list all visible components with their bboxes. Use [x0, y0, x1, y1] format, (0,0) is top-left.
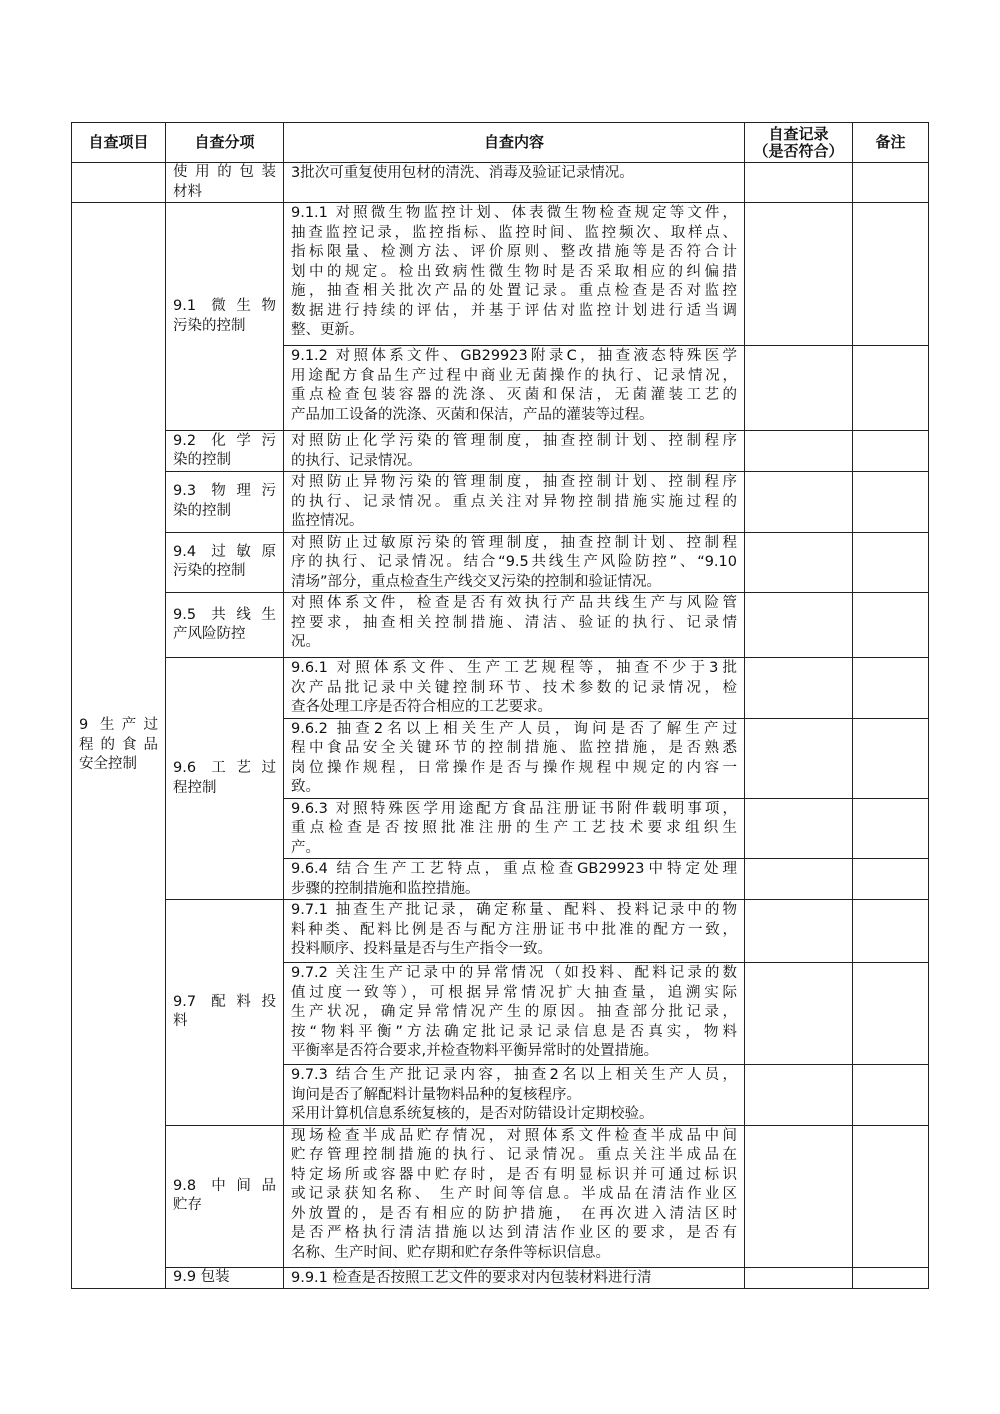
header-record-line: （是否符合） [753, 142, 844, 160]
remark-cell[interactable] [853, 718, 929, 798]
remark-cell[interactable] [853, 859, 929, 900]
text-line: 对照体系文件，检查是否有效执行产品共线生产与风险管 [291, 595, 737, 611]
text-line: 现场检查半成品贮存情况，对照体系文件检查半成品中间 [291, 1127, 737, 1144]
text-line: 9.6.4 结合生产工艺特点，重点检查GB29923中特定处理 [291, 861, 737, 877]
record-cell[interactable] [745, 1065, 853, 1126]
subitem-cell [166, 203, 284, 431]
text-line: 投料顺序、投料量是否与生产指令一致。 [291, 941, 552, 957]
text-line: 料种类、配料比例是否与配方注册证书中批准的配方一致， [291, 921, 737, 938]
text-line: 序的执行、记录情况。结合“9.5共线生产风险防控”、“9.10 [291, 554, 737, 570]
record-cell[interactable] [745, 163, 853, 203]
self-inspection-table [71, 122, 929, 1289]
text-line: 按“物料平衡”方法确定批记录记录信息是否真实，物料 [291, 1023, 737, 1040]
text-line: 询问是否了解配料计量物料品种的复核程序。 [291, 1086, 581, 1103]
text-line: 况。 [291, 634, 320, 650]
text-line: 9 生产过 [79, 717, 158, 734]
text-line: 名称、生产时间、贮存期和贮存条件等标识信息。 [291, 1244, 610, 1261]
text-line: 次产品批记录中关键控制环节、技术参数的记录情况，检 [291, 679, 737, 696]
text-line: 材料 [173, 183, 202, 200]
text-line: 染的控制 [173, 502, 231, 519]
text-line: 产风险防控 [173, 626, 246, 642]
text-line: 9.9.1 检查是否按照工艺文件的要求对内包装材料进行清 [291, 1269, 652, 1286]
text-line: 岗位操作规程，日常操作是否与操作规程中规定的内容一 [291, 759, 737, 776]
content-cell [284, 900, 745, 963]
subitem-cell [166, 472, 284, 533]
text-line: 料 [173, 1013, 188, 1030]
remark-cell[interactable] [853, 593, 929, 658]
content-cell [284, 859, 745, 900]
text-line: 9.1.2 对照体系文件、GB29923附录C，抽查液态特殊医学 [291, 348, 737, 364]
text-line: 外放置的，是否有相应的防护措施， 在再次进入清洁区时 [291, 1205, 737, 1222]
subitem-cell [166, 163, 284, 203]
record-cell[interactable] [745, 346, 853, 431]
text-line: 程中食品安全关键环节的控制措施、监控措施，是否熟悉 [291, 740, 737, 756]
content-cell [284, 203, 745, 346]
text-line: 施，抽查相关批次产品的处置记录。重点检查是否对监控 [291, 283, 737, 299]
table-row [72, 593, 929, 658]
text-line: 产。 [291, 839, 320, 856]
text-line: 划中的规定。检出致病性微生物时是否采取相应的纠偏措 [291, 263, 737, 280]
text-line: 或记录获知名称、 生产时间等信息。半成品在清洁作业区 [291, 1186, 737, 1202]
text-line: 污染的控制 [173, 563, 246, 580]
record-cell[interactable] [745, 532, 853, 593]
text-line: 安全控制 [79, 756, 137, 773]
subitem-cell [166, 900, 284, 1126]
record-cell[interactable] [745, 203, 853, 346]
text-line: 9.6.3 对照特殊医学用途配方食品注册证书附件载明事项， [291, 800, 737, 817]
subitem-cell [166, 1267, 284, 1289]
text-line: 重点检查包装容器的洗涤、灭菌和保洁，无菌灌装工艺的 [291, 387, 737, 403]
subitem-cell [166, 593, 284, 658]
content-cell [284, 593, 745, 658]
content-cell [284, 963, 745, 1065]
header-record [745, 123, 853, 163]
text-line: 查各处理工序是否符合相应的工艺要求。 [291, 699, 552, 715]
text-line: 9.1 微生物 [173, 298, 276, 314]
text-line: 采用计算机信息系统复核的，是否对防错设计定期校验。 [291, 1106, 654, 1122]
text-line: 特定场所或容器中贮存时，是否有明显标识并可通过标识 [291, 1166, 737, 1183]
text-line: 是否严格执行清洁措施以达到清洁作业区的要求，是否有 [291, 1225, 737, 1241]
content-cell [284, 472, 745, 533]
text-line: 用途配方食品生产过程中商业无菌操作的执行、记录情况， [291, 367, 737, 384]
record-cell[interactable] [745, 798, 853, 859]
text-line: 的执行、记录情况。重点关注对异物控制措施实施过程的 [291, 493, 737, 510]
header-row [72, 123, 929, 163]
record-cell[interactable] [745, 658, 853, 719]
header-item: 自查项目 [72, 123, 166, 163]
text-line: 9.6.2 抽查2名以上相关生产人员，询问是否了解生产过 [291, 720, 737, 737]
table-row [72, 163, 929, 203]
text-line: 程的食品 [79, 736, 158, 753]
text-line: 3批次可重复使用包材的清洗、消毒及验证记录情况。 [291, 165, 634, 181]
text-line: 9.7.1 抽查生产批记录，确定称量、配料、投料记录中的物 [291, 902, 737, 918]
text-line: 9.2 化学污 [173, 432, 276, 449]
text-line: 值过度一致等），可根据异常情况扩大抽查量，追溯实际 [291, 984, 737, 1001]
record-cell[interactable] [745, 1125, 853, 1267]
remark-cell[interactable] [853, 431, 929, 472]
subitem-cell [166, 532, 284, 593]
record-cell[interactable] [745, 472, 853, 533]
remark-cell[interactable] [853, 163, 929, 203]
subitem-cell [166, 658, 284, 900]
table-row [72, 1267, 929, 1289]
content-cell [284, 163, 745, 203]
remark-cell[interactable] [853, 963, 929, 1065]
text-line: 对照防止化学污染的管理制度，抽查控制计划、控制程序 [291, 433, 737, 449]
text-line: 9.7 配料投 [173, 993, 276, 1010]
text-line: 抽查监控记录，监控指标、监控时间、监控频次、取样点、 [291, 224, 737, 241]
text-line: 9.6 工艺过 [173, 760, 276, 776]
text-line: 9.8 中间品 [173, 1177, 276, 1194]
record-cell[interactable] [745, 1267, 853, 1289]
remark-cell[interactable] [853, 1065, 929, 1126]
text-line: 对照防止过敏原污染的管理制度，抽查控制计划、控制程 [291, 534, 737, 551]
text-line: 9.7.2 关注生产记录中的异常情况（如投料、配料记录的数 [291, 965, 737, 981]
header-remark: 备注 [853, 123, 929, 163]
item-cell [72, 163, 166, 203]
content-cell [284, 718, 745, 798]
table-row [72, 431, 929, 472]
subitem-cell [166, 1125, 284, 1267]
text-line: 整、更新。 [291, 322, 364, 338]
record-cell[interactable] [745, 963, 853, 1065]
content-cell [284, 346, 745, 431]
record-cell[interactable] [745, 900, 853, 963]
text-line: 重点检查是否按照批准注册的生产工艺技术要求组织生 [291, 820, 737, 836]
text-line: 9.1.1 对照微生物监控计划、体表微生物检查规定等文件， [291, 205, 737, 221]
record-cell[interactable] [745, 593, 853, 658]
text-line: 生产状况，确定异常情况产生的原因。抽查部分批记录， [291, 1004, 737, 1020]
remark-cell[interactable] [853, 203, 929, 346]
header-subitem: 自查分项 [166, 123, 284, 163]
content-cell [284, 1065, 745, 1126]
record-cell[interactable] [745, 718, 853, 798]
remark-cell[interactable] [853, 798, 929, 859]
text-line: 监控情况。 [291, 513, 364, 529]
text-line: 污染的控制 [173, 317, 246, 334]
record-cell[interactable] [745, 859, 853, 900]
remark-cell[interactable] [853, 658, 929, 719]
remark-cell[interactable] [853, 900, 929, 963]
remark-cell[interactable] [853, 532, 929, 593]
table-row [72, 1125, 929, 1267]
table-row [72, 900, 929, 963]
text-line: 贮存管理控制措施的执行、记录情况。重点关注半成品在 [291, 1147, 737, 1163]
text-line: 的执行、记录情况。 [291, 452, 422, 469]
text-line: 清场”部分，重点检查生产线交叉污染的控制和验证情况。 [291, 573, 662, 590]
header-content: 自查内容 [284, 123, 745, 163]
remark-cell[interactable] [853, 346, 929, 431]
content-cell [284, 1125, 745, 1267]
text-line: 9.6.1 对照体系文件、生产工艺规程等，抽查不少于3批 [291, 660, 737, 676]
item-cell-9 [72, 203, 166, 1289]
text-line: 9.9 包装 [173, 1268, 230, 1285]
text-line: 产品加工设备的洗涤、灭菌和保洁，产品的灌装等过程。 [291, 406, 654, 423]
content-cell [284, 532, 745, 593]
text-line: 贮存 [173, 1197, 202, 1213]
content-cell [284, 658, 745, 719]
text-line: 程控制 [173, 779, 217, 796]
text-line: 使用的包装 [173, 164, 276, 180]
subitem-cell [166, 431, 284, 472]
text-line: 致。 [291, 779, 320, 795]
table-row [72, 203, 929, 346]
content-cell [284, 798, 745, 859]
content-cell [284, 1267, 745, 1289]
content-cell [284, 431, 745, 472]
text-line: 9.5 共线生 [173, 606, 276, 623]
header-record-line: 自查记录 [768, 125, 829, 143]
text-line: 步骤的控制措施和监控措施。 [291, 880, 480, 897]
text-line: 控要求，抽查相关控制措施、清洁、验证的执行、记录情 [291, 614, 737, 631]
text-line: 平衡率是否符合要求,并检查物料平衡异常时的处置措施。 [291, 1043, 659, 1059]
remark-cell[interactable] [853, 1125, 929, 1267]
text-line: 数据进行持续的评估，并基于评估对监控计划进行适当调 [291, 302, 737, 319]
remark-cell[interactable] [853, 1267, 929, 1289]
record-cell[interactable] [745, 431, 853, 472]
text-line: 对照防止异物污染的管理制度，抽查控制计划、控制程序 [291, 474, 737, 490]
text-line: 9.7.3 结合生产批记录内容，抽查2名以上相关生产人员， [291, 1067, 737, 1083]
remark-cell[interactable] [853, 472, 929, 533]
text-line: 9.3 物理污 [173, 483, 276, 500]
text-line: 9.4 过敏原 [173, 543, 276, 560]
text-line: 指标限量、检测方法、评价原则、整改措施等是否符合计 [291, 244, 737, 260]
text-line: 染的控制 [173, 452, 231, 468]
table-row [72, 472, 929, 533]
table-row [72, 658, 929, 719]
table-row [72, 532, 929, 593]
